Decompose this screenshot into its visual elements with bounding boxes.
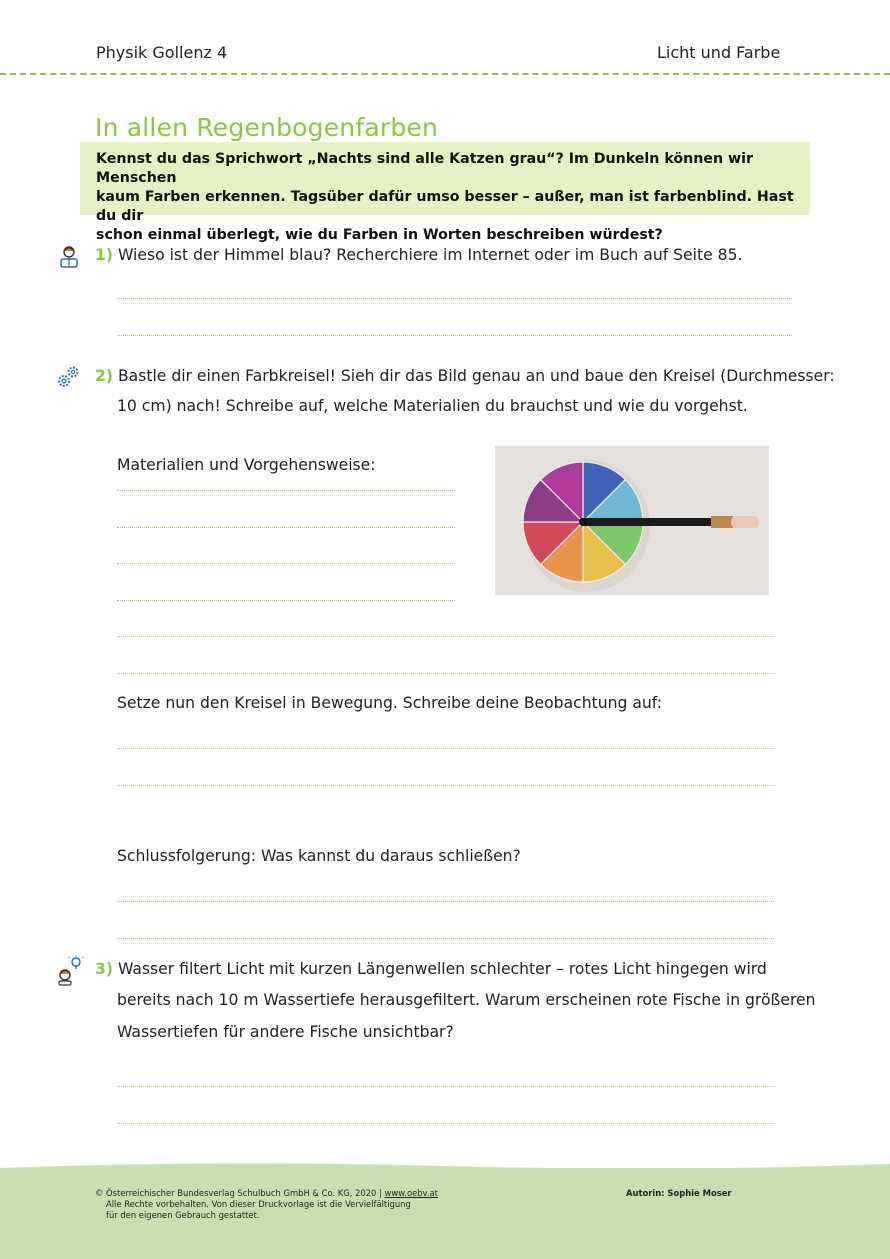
pencil-ferrule xyxy=(711,516,733,528)
materials-label: Materialien und Vorgehensweise: xyxy=(117,456,376,474)
footer-rights-2: für den eigenen Gebrauch gestattet. xyxy=(106,1210,260,1220)
answer-line[interactable] xyxy=(117,1123,774,1124)
footer-rights-1: Alle Rechte vorbehalten. Von dieser Druckvorlage ist die Vervielfältigung xyxy=(106,1199,411,1209)
task-2-line-2: 10 cm) nach! Schreibe auf, welche Materialien du brauchst und wie du vorgehst. xyxy=(117,397,748,415)
answer-line[interactable] xyxy=(117,673,774,674)
task-2-text: Bastle dir einen Farbkreisel! Sieh dir das Bild genau an und baue den Kreisel (Durchmesser: xyxy=(117,367,835,385)
task-3-text: Wasser filtert Licht mit kurzen Längenwellen schlechter – rotes Licht hingegen wird xyxy=(117,960,767,978)
footer-copyright xyxy=(95,1188,438,1199)
task-3-line-3: Wassertiefen für andere Fische unsichtbar? xyxy=(117,1023,454,1041)
task-1-number: 1) xyxy=(95,246,113,264)
answer-line[interactable] xyxy=(117,490,455,491)
answer-line[interactable] xyxy=(117,901,774,902)
answer-line[interactable] xyxy=(117,938,774,939)
color-spinner-photo xyxy=(495,446,769,595)
copyright-text: © Österreichischer Bundesverlag Schulbuch GmbH & Co. KG, 2020 | xyxy=(95,1188,385,1198)
task-1-text: Wieso ist der Himmel blau? Recherchiere im Internet oder im Buch auf Seite 85. xyxy=(117,246,743,264)
task-2-line-1 xyxy=(95,367,835,385)
footer-author: Autorin: Sophie Moser xyxy=(626,1188,732,1198)
intro-line: kaum Farben erkennen. Tagsüber dafür umso besser – außer, man ist farbenblind. Hast du dir xyxy=(96,189,794,224)
header-subject: Physik Gollenz 4 xyxy=(96,43,228,62)
page-title: In allen Regenbogenfarben xyxy=(95,113,439,142)
answer-line[interactable] xyxy=(117,636,774,637)
answer-line[interactable] xyxy=(117,785,774,786)
footer-wave xyxy=(0,1160,890,1172)
intro-line: Kennst du das Sprichwort „Nachts sind alle Katzen grau“? Im Dunkeln können wir Menschen xyxy=(96,151,753,186)
answer-line[interactable] xyxy=(117,1086,774,1087)
observe-label: Setze nun den Kreisel in Bewegung. Schreibe deine Beobachtung auf: xyxy=(117,694,662,712)
task-3-line-1 xyxy=(95,960,767,978)
task-3-number: 3) xyxy=(95,960,113,978)
color-spinner-drawing xyxy=(495,446,769,595)
pencil-eraser xyxy=(731,516,759,528)
answer-line[interactable] xyxy=(117,527,455,528)
answer-line[interactable] xyxy=(117,748,774,749)
intro-line: schon einmal überlegt, wie du Farben in Worten beschreiben würdest? xyxy=(96,227,663,243)
publisher-link[interactable]: www.oebv.at xyxy=(384,1188,438,1198)
answer-line[interactable] xyxy=(117,335,792,336)
intro-box xyxy=(80,142,810,243)
header-divider xyxy=(0,73,890,75)
task-3-line-2: bereits nach 10 m Wassertiefe herausgefiltert. Warum erscheinen rote Fische in größeren xyxy=(117,991,816,1009)
thinking-person-icon xyxy=(56,954,86,986)
conclusion-label: Schlussfolgerung: Was kannst du daraus schließen? xyxy=(117,847,521,865)
answer-line[interactable] xyxy=(117,298,792,299)
footer xyxy=(0,1168,890,1259)
answer-line[interactable] xyxy=(117,563,455,564)
gears-icon xyxy=(55,364,81,390)
research-person-icon xyxy=(58,245,80,269)
task-1-line xyxy=(95,246,742,264)
answer-line[interactable] xyxy=(117,600,455,601)
header-topic: Licht und Farbe xyxy=(657,43,781,62)
task-2-number: 2) xyxy=(95,367,113,385)
